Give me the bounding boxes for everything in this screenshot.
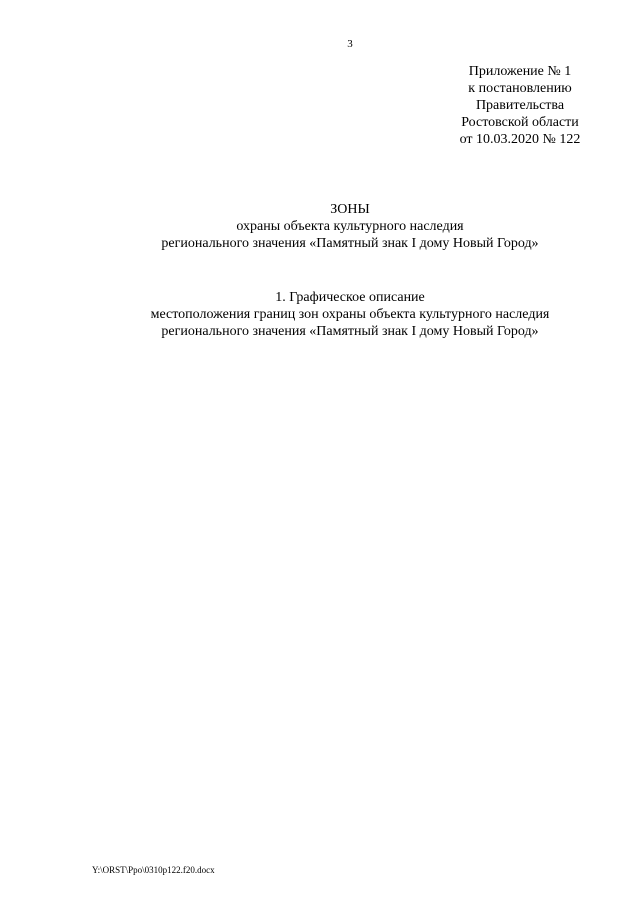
title-heading: ЗОНЫ: [330, 202, 370, 217]
footer-file-path: Y:\ORST\Ppo\0310p122.f20.docx: [92, 865, 215, 875]
appendix-line: к постановлению: [468, 81, 572, 96]
section-line: местоположения границ зон охраны объекта культурного наследия: [150, 307, 550, 322]
appendix-line: Ростовской области: [461, 115, 579, 130]
document-title: [0, 201, 640, 252]
appendix-line: Правительства: [475, 98, 565, 113]
appendix-block: [420, 63, 620, 148]
page-number: 3: [347, 38, 353, 50]
section-title: 1. Графическое описание: [275, 290, 425, 305]
title-line: охраны объекта культурного наследия: [236, 219, 464, 234]
appendix-line: Приложение № 1: [468, 64, 572, 79]
appendix-line: от 10.03.2020 № 122: [459, 132, 581, 147]
section-line: регионального значения «Памятный знак I дому Новый Город»: [161, 324, 539, 339]
section-heading: [0, 289, 640, 340]
title-line: регионального значения «Памятный знак I дому Новый Город»: [161, 236, 539, 251]
